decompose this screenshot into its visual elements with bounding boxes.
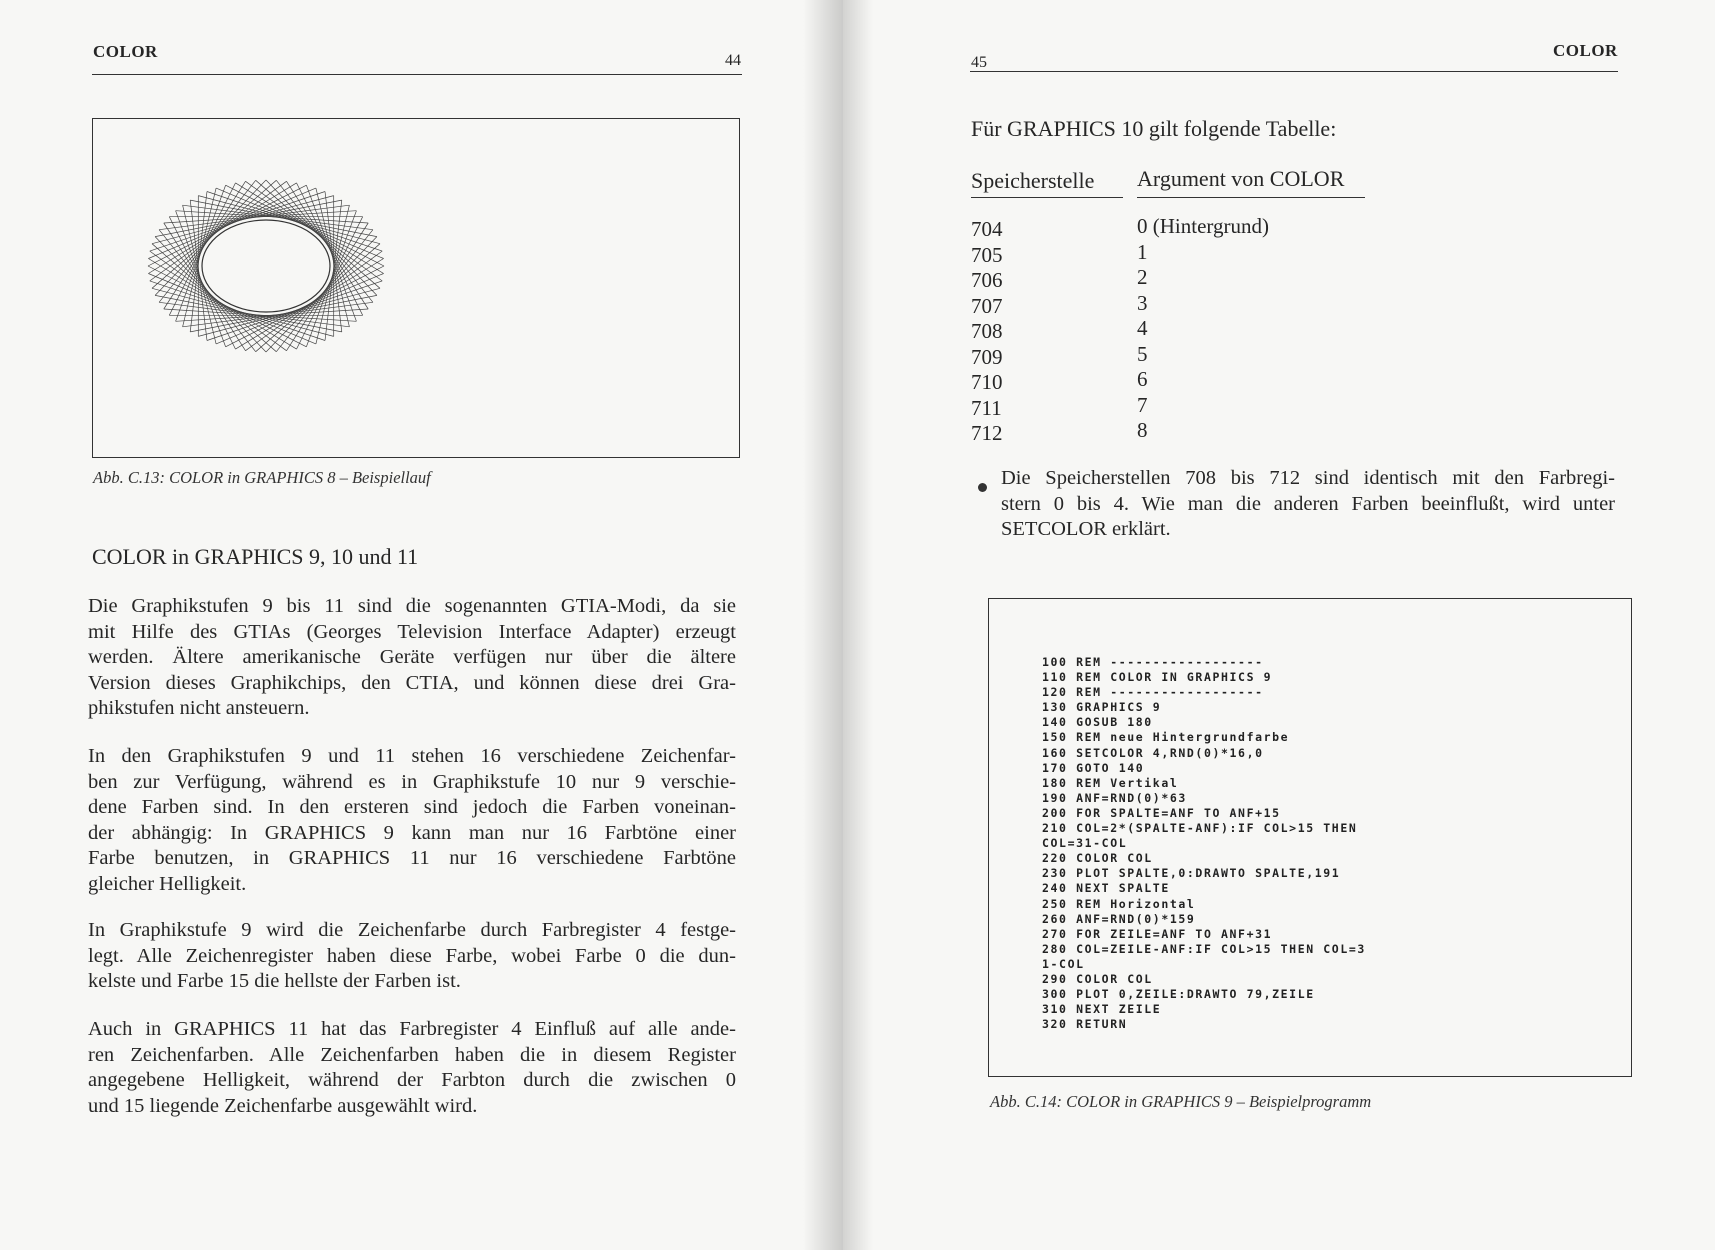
paragraph-4 — [88, 1017, 736, 1119]
text-line: Die Speicherstellen 708 bis 712 sind identisch mit den Farbregi- — [1001, 467, 1615, 489]
listing-line: 130 GRAPHICS 9 — [1042, 700, 1162, 715]
text-line: Auch in GRAPHICS 11 hat das Farbregister 4 Einfluß auf alle ande- — [88, 1018, 736, 1040]
listing-line: 190 ANF=RND(0)*63 — [1042, 790, 1187, 805]
listing-line: 210 COL=2*(SPALTE-ANF):IF COL>15 THEN — [1042, 821, 1358, 836]
header-underline-2 — [1137, 197, 1365, 198]
listing-line: 140 GOSUB 180 — [1042, 715, 1153, 730]
table-cell: 3 — [1137, 290, 1148, 315]
paragraph-1 — [88, 594, 736, 722]
text-line: stern 0 bis 4. Wie man die anderen Farben beeinflußt, wird unter — [1001, 492, 1615, 515]
text-line: und 15 liegende Zeichenfarbe ausgewählt wird. — [88, 1094, 478, 1117]
listing-line: 200 FOR SPALTE=ANF TO ANF+15 — [1042, 805, 1281, 820]
listing-line: 270 FOR ZEILE=ANF TO ANF+31 — [1042, 926, 1273, 941]
text-line: werden. Ältere amerikanische Geräte verfügen nur über die ältere — [88, 646, 736, 668]
table-cell: 708 — [971, 319, 1003, 343]
listing-line: 220 COLOR COL — [1042, 851, 1153, 866]
text-line: der abhängig: In GRAPHICS 9 kann man nur 16 Farbtöne einer — [88, 821, 736, 844]
spirograph-lines — [148, 180, 384, 352]
listing-line: COL=31-COL — [1042, 836, 1128, 851]
text-line: Farbe benutzen, in GRAPHICS 11 nur 16 verschiedene Farbtöne — [88, 847, 736, 869]
text-line: legt. Alle Zeichenregister haben diese Farbe, wobei Farbe 0 die dun- — [88, 944, 736, 967]
text-line: dene Farben sind. In den ersteren sind jedoch die Farben voneinan- — [88, 796, 736, 818]
listing-line: 110 REM COLOR IN GRAPHICS 9 — [1042, 670, 1273, 685]
table-cell: 709 — [971, 344, 1003, 369]
left-page — [0, 0, 843, 1250]
table-cell: 5 — [1137, 341, 1148, 366]
listing-line: 310 NEXT ZEILE — [1042, 1002, 1162, 1017]
listing-line: 180 REM Vertikal — [1042, 775, 1179, 790]
table-cell: 707 — [971, 293, 1003, 318]
listing-line: 100 REM ------------------ — [1042, 655, 1264, 669]
header-underline-1 — [971, 197, 1123, 198]
table-cell: 6 — [1137, 367, 1148, 391]
header-rule — [970, 71, 1618, 72]
text-line: In den Graphikstufen 9 und 11 stehen 16 verschiedene Zeichenfar- — [88, 745, 736, 767]
paragraph-2 — [88, 744, 736, 897]
listing-line: 120 REM ------------------ — [1042, 685, 1264, 700]
table-cell: 1 — [1137, 239, 1148, 264]
paragraph-3 — [88, 918, 736, 995]
table-cell: 4 — [1137, 316, 1148, 340]
table-cell: 8 — [1137, 418, 1148, 442]
column-header-address: Speicherstelle — [971, 168, 1095, 193]
listing-line: 150 REM neue Hintergrundfarbe — [1042, 730, 1290, 745]
listing-line: 160 SETCOLOR 4,RND(0)*16,0 — [1042, 745, 1264, 760]
running-title: COLOR — [93, 42, 158, 61]
table-intro: Für GRAPHICS 10 gilt folgende Tabelle: — [971, 116, 1337, 141]
listing-line: 240 NEXT SPALTE — [1042, 881, 1170, 896]
listing-line: 1-COL — [1042, 956, 1085, 971]
listing-line: 300 PLOT 0,ZEILE:DRAWTO 79,ZEILE — [1042, 987, 1315, 1002]
text-line: ben zur Verfügung, während es in Graphikstufe 10 nur 9 verschie- — [88, 770, 736, 793]
inner-ellipse — [202, 220, 330, 312]
listing-line: 230 PLOT SPALTE,0:DRAWTO SPALTE,191 — [1042, 866, 1341, 881]
figure-caption: Abb. C.13: COLOR in GRAPHICS 8 – Beispiellauf — [93, 468, 431, 487]
table-cell: 7 — [1137, 392, 1148, 417]
text-line: Version dieses Graphikchips, den CTIA, und können diese drei Gra- — [88, 671, 736, 694]
gutter-shadow — [843, 0, 873, 1250]
spirograph-figure — [93, 119, 739, 457]
text-line: SETCOLOR erklärt. — [1001, 518, 1171, 540]
text-line: gleicher Helligkeit. — [88, 872, 247, 895]
gutter-shadow — [803, 0, 843, 1250]
text-line: mit Hilfe des GTIAs (Georges Television Interface Adapter) erzeugt — [88, 620, 736, 643]
bullet-paragraph — [1001, 466, 1615, 543]
right-page — [843, 0, 1715, 1250]
listing-line: 320 RETURN — [1042, 1017, 1128, 1032]
argument-column — [1137, 214, 1397, 444]
table-cell: 710 — [971, 370, 1003, 394]
page-number: 45 — [971, 54, 987, 71]
column-header-argument: Argument von COLOR — [1137, 166, 1345, 191]
text-line: phikstufen nicht ansteuern. — [88, 697, 310, 719]
table-cell: 706 — [971, 268, 1003, 292]
address-column — [971, 217, 1091, 447]
figure-caption: Abb. C.14: COLOR in GRAPHICS 9 – Beispielprogramm — [990, 1092, 1372, 1111]
text-line: kelste und Farbe 15 die hellste der Farben ist. — [88, 970, 461, 992]
listing-line: 290 COLOR COL — [1042, 971, 1153, 986]
text-line: ren Zeichenfarben. Alle Zeichenfarben haben die in diesem Register — [88, 1043, 736, 1066]
text-line: In Graphikstufe 9 wird die Zeichenfarbe durch Farbregister 4 festge- — [88, 919, 736, 941]
listing-line: 280 COL=ZEILE-ANF:IF COL>15 THEN COL=3 — [1042, 941, 1366, 956]
table-cell: 711 — [971, 395, 1002, 420]
listing-line: 260 ANF=RND(0)*159 — [1042, 911, 1196, 926]
running-title: COLOR — [1553, 41, 1618, 60]
text-line: angegebene Helligkeit, während der Farbton durch die zwischen 0 — [88, 1069, 736, 1091]
header-rule — [92, 74, 742, 75]
table-cell: 0 (Hintergrund) — [1137, 214, 1269, 238]
text-line: Die Graphikstufen 9 bis 11 sind die sogenannten GTIA-Modi, da sie — [88, 595, 736, 617]
listing-line: 250 REM Horizontal — [1042, 896, 1196, 911]
figure-c13 — [92, 118, 740, 458]
page-number: 44 — [725, 52, 741, 69]
table-cell: 705 — [971, 242, 1003, 267]
bullet-icon — [978, 483, 987, 492]
figure-c14 — [988, 598, 1632, 1077]
listing-line: 170 GOTO 140 — [1042, 760, 1145, 775]
basic-listing — [1042, 655, 1366, 1032]
table-cell: 704 — [971, 217, 1003, 241]
table-cell: 712 — [971, 421, 1003, 445]
section-heading: COLOR in GRAPHICS 9, 10 und 11 — [92, 544, 419, 569]
table-cell: 2 — [1137, 265, 1148, 289]
